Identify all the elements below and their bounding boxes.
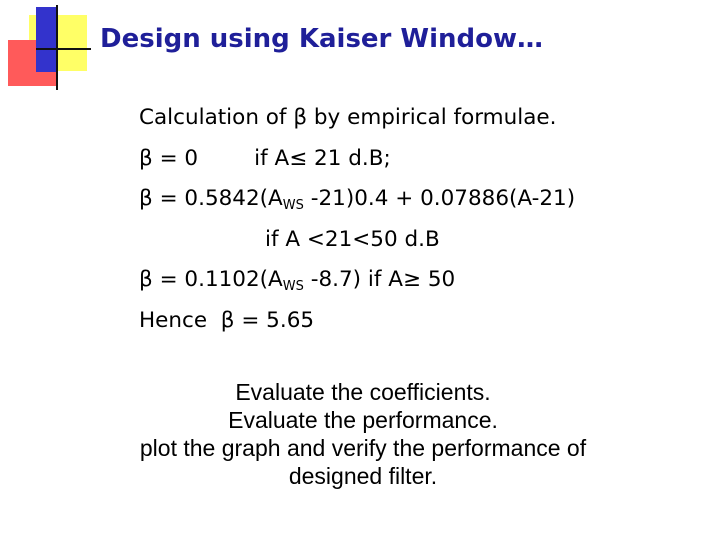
slide-title: Design using Kaiser Window… <box>100 24 544 54</box>
formula-block <box>139 98 575 341</box>
formula-line-beta-zero <box>139 139 575 180</box>
closing-line: Evaluate the performance. <box>228 407 498 433</box>
intro-line: Calculation of β by empirical formulae. <box>139 105 557 130</box>
beta-symbol: β <box>139 145 153 171</box>
closing-line: designed filter. <box>288 463 438 489</box>
formula-line-beta-mid <box>139 179 575 220</box>
beta-symbol: β <box>139 267 153 292</box>
result-value: = 5.65 <box>241 307 315 333</box>
subscript-ws: WS <box>282 198 304 213</box>
beta-symbol: β <box>220 307 235 333</box>
formula-expression: = $0.1102(A_{WS}$ -8.7) if A≥ 50 <box>159 267 456 294</box>
formula-lhs: = 0 <box>159 145 199 171</box>
closing-line: Evaluate the coefficients. <box>235 379 491 405</box>
result-word: Hence <box>139 307 208 333</box>
formula-expression: = $0.5842(A_{WS}$ -21)0.4 + 0.07886(A-21) <box>159 186 576 213</box>
formula-line-beta-high <box>139 260 575 301</box>
formula-condition-mid: if A <21<50 d.B <box>265 226 440 252</box>
logo-horizontal-line <box>36 48 91 50</box>
closing-line: plot the graph and verify the performance of <box>139 435 587 461</box>
logo-blue-bar <box>36 7 58 72</box>
subscript-ws: WS <box>282 279 304 294</box>
formula-condition: if A≤ 21 d.B; <box>254 145 391 171</box>
closing-text <box>0 378 720 490</box>
beta-symbol: β <box>139 186 153 211</box>
result-line <box>139 301 575 342</box>
